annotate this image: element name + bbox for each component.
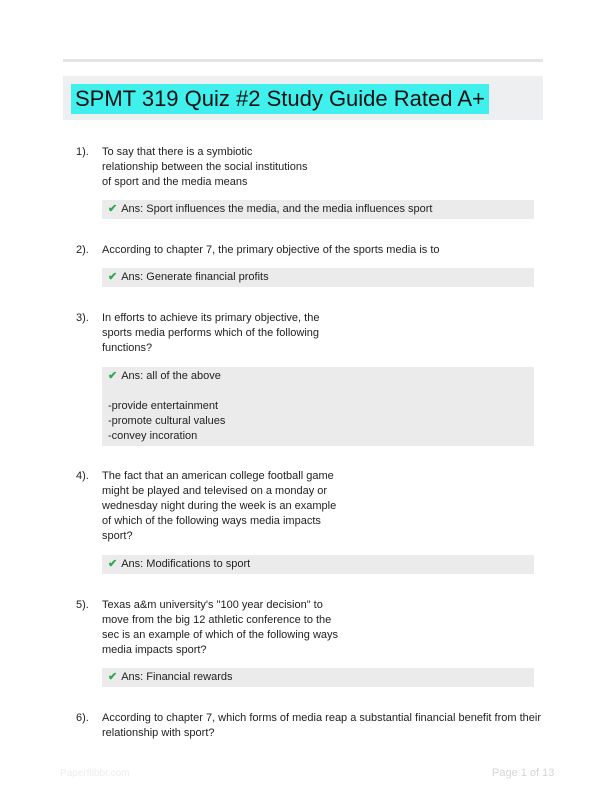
answer-box-1 [102,200,534,219]
answer-text: Ans: all of the above [121,370,221,382]
page-title: SPMT 319 Quiz #2 Study Guide Rated A+ [71,84,489,114]
question-line: sec is an example of which of the following ways [102,629,339,641]
question-line: To say that there is a symbiotic [102,146,253,158]
question-text [102,598,338,658]
answer-box-4 [102,555,534,574]
question-number: 6). [76,712,89,724]
checkmark-icon: ✔ [108,203,118,215]
question-line: The fact that an american college football game [102,470,334,482]
checkmark-icon: ✔ [108,271,118,283]
question-number: 1). [76,146,89,158]
question-line: wednesday night during the week is an example [102,500,337,512]
footer-site: Paperflibbr.com [60,768,130,779]
question-line: According to chapter 7, the primary objective of the sports media is to [102,244,440,256]
answer-option: -convey incoration [108,430,198,442]
question-line: sport? [102,530,133,542]
top-divider [63,59,543,62]
page-number: Page 1 of 13 [492,767,555,779]
question-text [102,145,307,190]
question-number: 4). [76,470,89,482]
checkmark-icon: ✔ [108,671,118,683]
question-text [102,311,319,356]
question-line: functions? [102,342,153,354]
question-line: sports media performs which of the following [102,327,320,339]
title-banner [63,76,543,120]
answer-text: Ans: Financial rewards [121,671,233,683]
question-line: might be played and televised on a monday or [102,485,328,497]
question-line: relationship with sport? [102,727,215,739]
question-line: In efforts to achieve its primary objective, the [102,312,320,324]
question-line: of which of the following ways media impacts [102,515,321,527]
answer-box-3 [102,367,534,446]
question-line: of sport and the media means [102,176,248,188]
answer-text: Ans: Sport influences the media, and the media influences sport [121,203,433,215]
question-number: 2). [76,244,89,256]
answer-option: -provide entertainment [108,400,219,412]
question-number: 5). [76,599,89,611]
checkmark-icon: ✔ [108,370,118,382]
answer-box-5 [102,668,534,687]
question-text [102,243,440,258]
question-text [102,711,541,741]
question-line: According to chapter 7, which forms of media reap a substantial financial benefit from their [102,712,542,724]
answer-text: Ans: Generate financial profits [121,271,269,283]
answer-box-2 [102,268,534,287]
question-line: move from the big 12 athletic conference to the [102,614,332,626]
question-line: Texas a&m university's "100 year decision" to [102,599,323,611]
answer-option: -promote cultural values [108,415,226,427]
answer-text: Ans: Modifications to sport [121,558,251,570]
question-text [102,469,336,544]
question-line: relationship between the social institutions [102,161,308,173]
question-line: media impacts sport? [102,644,207,656]
checkmark-icon: ✔ [108,558,118,570]
question-number: 3). [76,312,89,324]
